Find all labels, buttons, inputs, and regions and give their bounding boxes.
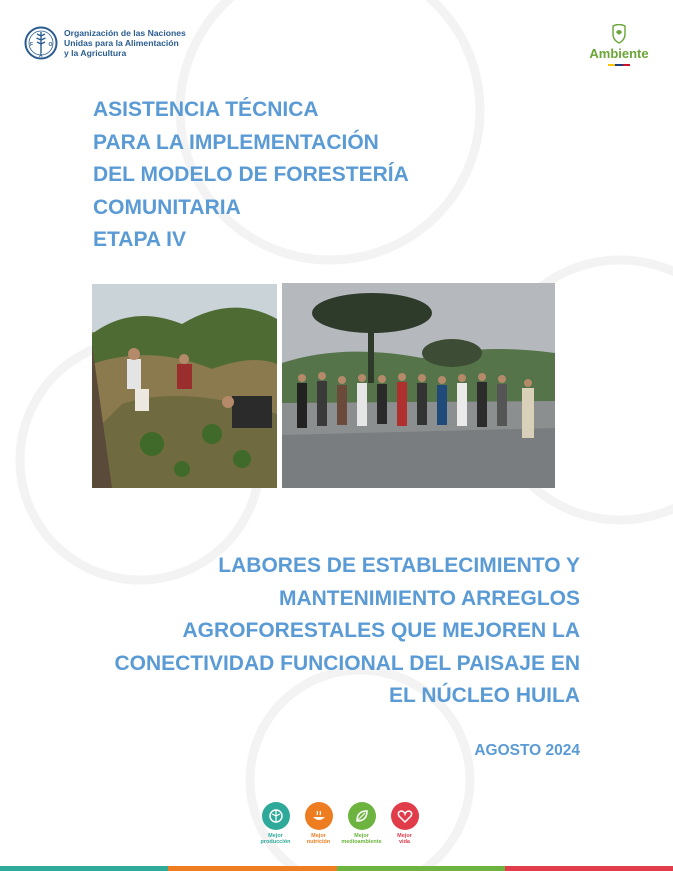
fao-name-line: Unidas para la Alimentación — [64, 38, 179, 48]
caption-line: medioambiente — [341, 839, 382, 845]
better-environment-caption — [340, 833, 383, 845]
report-date: AGOSTO 2024 — [474, 742, 580, 759]
heart-icon — [391, 802, 419, 830]
colombia-flag-bar — [608, 64, 630, 66]
fao-name-line: Organización de las Naciones — [64, 28, 186, 38]
better-production-caption — [254, 833, 297, 845]
fao-name — [64, 28, 186, 58]
report-title-line: EL NÚCLEO HUILA — [389, 684, 580, 707]
ambiente-label: Ambiente — [589, 46, 649, 61]
fao-logo — [24, 26, 186, 60]
bar-green-segment — [337, 866, 505, 871]
title-line: DEL MODELO DE FORESTERÍA — [93, 163, 409, 186]
four-betters-icons — [254, 802, 426, 845]
fao-emblem-letter-o: O — [48, 42, 53, 48]
title-line: PARA LA IMPLEMENTACIÓN — [93, 130, 379, 154]
better-production-item — [254, 802, 297, 845]
better-life-caption — [383, 833, 426, 845]
fao-name-line: y la Agricultura — [64, 48, 127, 58]
production-icon — [262, 802, 290, 830]
fao-emblem-icon — [24, 26, 58, 60]
fao-emblem-letter-f: F — [30, 42, 34, 48]
caption-line: Mejor — [311, 833, 326, 839]
bar-orange-segment — [168, 866, 336, 871]
caption-line: Mejor — [354, 833, 369, 839]
caption-line: Mejor — [268, 833, 283, 839]
flag-yellow-stripe — [608, 64, 615, 66]
nutrition-icon — [305, 802, 333, 830]
better-life-item — [383, 802, 426, 845]
report-title-line: CONECTIVIDAD FUNCIONAL DEL PAISAJE EN — [114, 651, 580, 675]
bottom-color-bar — [0, 866, 673, 871]
bar-red-segment — [505, 866, 673, 871]
bar-teal-segment — [0, 866, 168, 871]
report-title — [60, 550, 580, 713]
field-work-photo — [92, 284, 277, 488]
flag-blue-stripe — [615, 64, 622, 66]
group-photo — [282, 283, 555, 488]
better-environment-item — [340, 802, 383, 845]
report-title-line: AGROFORESTALES QUE MEJOREN LA — [182, 619, 580, 642]
caption-line: Mejor — [397, 833, 412, 839]
title-line: COMUNITARIA — [93, 195, 241, 219]
title-line: ASISTENCIA TÉCNICA — [93, 98, 319, 121]
caption-line: producción — [260, 839, 291, 845]
leaf-icon — [348, 802, 376, 830]
document-title — [93, 94, 409, 257]
report-title-line: MANTENIMIENTO ARREGLOS — [278, 586, 580, 610]
flag-red-stripe — [623, 64, 630, 66]
caption-line: nutrición — [306, 839, 331, 845]
ambiente-logo — [584, 24, 654, 66]
title-line: ETAPA IV — [93, 228, 186, 251]
coat-of-arms-icon — [610, 24, 628, 44]
caption-line: vida — [398, 839, 410, 845]
report-title-line: LABORES DE ESTABLECIMIENTO Y — [218, 554, 580, 577]
better-nutrition-item — [297, 802, 340, 845]
better-nutrition-caption — [297, 833, 340, 845]
fao-emblem-letter-a: A — [39, 53, 43, 59]
